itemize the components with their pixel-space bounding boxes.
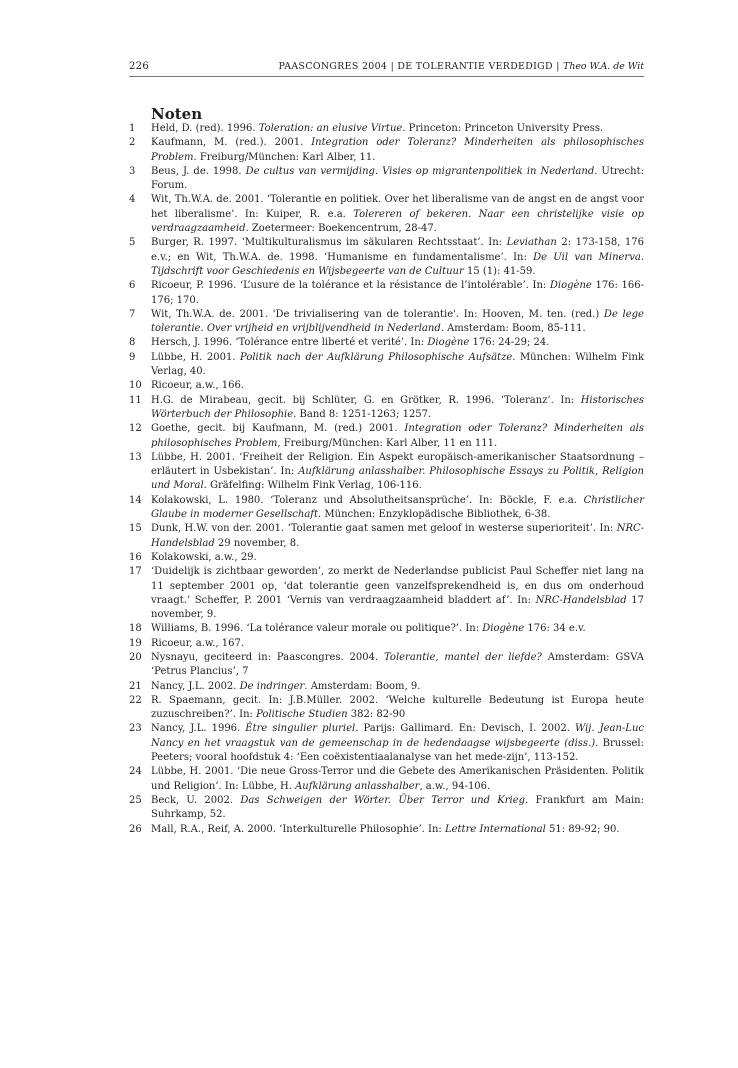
note-number: 6 [129, 280, 136, 292]
note-number: 26 [129, 823, 142, 835]
note-text [151, 765, 644, 794]
note-item [129, 193, 644, 236]
note-text [151, 394, 644, 423]
note-item [129, 351, 644, 380]
note-text-segment: Kaufmann, M. (red.). 2001. [151, 137, 312, 149]
note-text-segment: Lübbe, H. 2001. [151, 351, 241, 363]
note-text-segment: Kolakowski, L. 1980. ‘Toleranz und Absolutheitsansprüche’. In: Böckle, F. e.a. [151, 494, 584, 506]
note-number: 22 [129, 694, 142, 706]
note-text [151, 622, 644, 636]
note-item [129, 794, 644, 823]
note-number: 14 [129, 494, 142, 506]
note-title-italic: Das Schweigen der Wörter. Über Terror und Krieg [240, 794, 526, 806]
note-text-segment: Nysnayu, geciteerd in: Paascongres. 2004. [151, 651, 385, 663]
note-number: 11 [129, 394, 142, 406]
note-text [151, 823, 644, 837]
note-item [129, 379, 644, 393]
note-item [129, 551, 644, 565]
note-text [151, 565, 644, 622]
note-item [129, 765, 644, 794]
note-text-segment: 2: 173-158, 176 e.v.; en Wit, Th.W.A. de. 1998. ‘Humanisme en fundamentalisme’. In: [151, 237, 644, 263]
running-header [129, 60, 644, 77]
note-title-italic: Integration oder Toleranz? Minderheiten als philosophisches Problem [151, 137, 644, 163]
note-item [129, 422, 644, 451]
note-item [129, 165, 644, 194]
note-number: 3 [129, 165, 136, 177]
note-text-segment: . Utrecht: Forum. [151, 165, 644, 192]
note-number: 19 [129, 637, 142, 649]
note-text-segment: Dunk, H.W. von der. 2001. ‘Tolerantie gaat samen met geloof in westerse superioriteit’. In: [151, 523, 617, 535]
note-item [129, 565, 644, 622]
note-text-segment: Wit, Th.W.A. de. 2001. ‘Tolerantie en politiek. Over het liberalisme van de angst en de angst voor het liberalisme’. In: Kuiper, R. e.a. [151, 194, 644, 220]
note-text [151, 522, 644, 551]
note-text-segment: Beus, J. de. 1998. [151, 165, 246, 177]
note-text-segment: . Amsterdam: Boom, 85-111. [440, 323, 586, 335]
note-text [151, 651, 644, 680]
note-text-segment: Goethe, gecit. bij Kaufmann, M. (red.) 2001. [151, 423, 405, 435]
note-text-segment: . München: Wilhelm Fink Verlag, 40. [151, 351, 645, 378]
note-text-segment: . Amsterdam: Boom, 9. [304, 680, 421, 692]
note-item [129, 823, 644, 837]
page-number: 226 [129, 61, 149, 72]
note-text-segment: Nancy, J.L. 1996. [151, 723, 246, 735]
note-number: 21 [129, 680, 142, 692]
note-item [129, 680, 644, 694]
note-text-segment: Nancy, J.L. 2002. [151, 680, 240, 692]
note-title-italic: De lege tolerantie. Over vrijheid en vrijblijvendheid in Nederland [151, 308, 644, 335]
note-number: 7 [129, 308, 136, 320]
note-item [129, 394, 644, 423]
note-item [129, 122, 644, 136]
note-number: 15 [129, 523, 142, 535]
note-text-segment: 51: 89-92; 90. [545, 823, 620, 835]
note-item [129, 136, 644, 165]
note-title-italic: Wij. Jean-Luc Nancy en het vraagstuk van de gemeenschap in de hedendaagse wijsbegeerte (diss.) [151, 723, 644, 749]
note-text-segment: 176: 166-176; 170. [151, 280, 644, 306]
note-item [129, 336, 644, 350]
note-title-italic: Aufklärung anlasshalber. Philosophische Essays zu Politik, Religion und Moral [151, 466, 645, 492]
note-title-italic: Politische Studien [256, 709, 348, 721]
note-text [151, 551, 644, 565]
note-item [129, 722, 644, 765]
note-title-italic: Aufklärung anlasshalber [295, 780, 420, 792]
note-text [151, 794, 644, 823]
note-text-segment: ‘Duidelijk is zichtbaar geworden’, zo merkt de Nederlandse publicist Paul Scheffer niet lang na 11 september 2001 op, ‘dat tolerantie geen vanzelfsprekendheid is, en dus om onderhoud vraagt.’ Scheffer, P. 2001 ‘Vernis van verdraagzaamheid bladdert af’. In: [151, 566, 644, 606]
note-text-segment: Lübbe, H. 2001. ‘Die neue Gross-Terror und die Gebete des Amerikanischen Präsidenten. Politik und Religion’. In: Lübbe, H. [151, 766, 644, 792]
note-text-segment: 15 (1): 41-59. [463, 265, 536, 277]
note-title-italic: Christlicher Glaube in moderner Gesellschaft [151, 494, 644, 521]
note-number: 8 [129, 337, 136, 349]
note-text-segment: R. Spaemann, gecit. In: J.B.Müller. 2002. ‘Welche kulturelle Bedeutung ist Europa heute zuzuschreiben?’. In: [151, 694, 644, 721]
running-title-author: Theo W.A. de Wit [563, 61, 644, 72]
note-item [129, 236, 644, 279]
note-title-italic: De Uil van Minerva. Tijdschrift voor Geschiedenis en Wijsbegeerte van de Cultuur [151, 251, 644, 277]
note-text [151, 680, 644, 694]
note-item [129, 637, 644, 651]
note-text [151, 451, 644, 494]
note-text-segment: 176: 34 e.v. [524, 623, 586, 635]
note-number: 17 [129, 566, 142, 578]
note-number: 4 [129, 194, 136, 206]
note-text-segment: Wit, Th.W.A. de. 2001. 'De trivialisering van de tolerantie'. In: Hooven, M. ten. (red.) [151, 308, 604, 320]
note-text-segment: Beck, U. 2002. [151, 794, 241, 806]
note-text-segment: 382: 82-90 [347, 709, 406, 721]
note-text-segment: . Zoetermeer: Boekencentrum, 28-47. [245, 223, 437, 235]
note-title-italic: Diogène [427, 337, 470, 349]
note-number: 2 [129, 137, 136, 149]
note-text-segment: Lübbe, H. 2001. ‘Freiheit der Religion. Ein Aspekt europäisch-amerikanischer Staatsordnung – erläutert in Usbekistan’. In: [151, 451, 644, 478]
note-text [151, 379, 644, 393]
note-text [151, 279, 644, 308]
note-text-segment: , Freiburg/München: Karl Alber, 11 en 111. [277, 437, 498, 449]
note-text-segment: Hersch, J. 1996. ‘Tolérance entre liberté et verité’. In: [151, 337, 428, 349]
running-title-text: PAASCONGRES 2004 | DE TOLERANTIE VERDEDIGD | [278, 61, 560, 72]
running-title [279, 61, 644, 72]
note-number: 16 [129, 551, 142, 563]
note-text [151, 308, 644, 337]
note-title-italic: Tolereren of bekeren. Naar een christelijke visie op verdraagzaamheid [151, 208, 645, 235]
note-text-segment: Burger, R. 1997. ‘Multikulturalismus im säkularen Rechtsstaat’. In: [151, 237, 507, 249]
note-title-italic: Diogène [482, 623, 525, 635]
note-text-segment: Ricoeur, a.w., 167. [151, 637, 245, 649]
note-text-segment: . Brussel: Peeters; vooral hoofdstuk 4: ‘Een coëxistentiaalanalyse van het mede-zijn’, 113-152. [151, 737, 644, 764]
note-text [151, 122, 644, 136]
note-title-italic: Être singulier pluriel [245, 723, 356, 735]
note-text-segment: . München: Enzyklopädische Bibliothek, 6-38. [318, 509, 551, 521]
note-title-italic: NRC-Handelsblad [535, 594, 627, 606]
note-text [151, 422, 644, 451]
note-text-segment: Ricoeur, a.w., 166. [151, 380, 245, 392]
note-number: 13 [129, 451, 142, 463]
note-item [129, 451, 644, 494]
note-text-segment: Held, D. (red). 1996. [151, 123, 259, 134]
note-text-segment: . Band 8: 1251-1263; 1257. [293, 408, 432, 420]
note-text-segment: Williams, B. 1996. ‘La tolérance valeur morale ou politique?’. In: [151, 623, 483, 635]
notes-heading: Noten [151, 105, 203, 123]
note-title-italic: NRC-Handelsblad [151, 523, 644, 549]
note-number: 9 [129, 351, 136, 363]
note-text-segment: . Princeton: Princeton University Press. [402, 123, 604, 134]
note-number: 1 [129, 123, 136, 134]
note-text [151, 637, 644, 651]
note-text-segment: Ricoeur, P. 1996. ‘L’usure de la tolérance et la résistance de l’intolérable’. In: [151, 280, 550, 292]
note-text-segment: , a.w., 94-106. [419, 780, 491, 792]
note-title-italic: Tolerantie, mantel der liefde? [384, 651, 542, 663]
note-number: 24 [129, 766, 142, 778]
note-title-italic: De cultus van vermijding. Visies op migrantenpolitiek in Nederland [245, 165, 595, 177]
note-number: 23 [129, 723, 142, 735]
note-text-segment: H.G. de Mirabeau, gecit. bij Schlüter, G. en Grötker, R. 1996. ‘Toleranz’. In: [151, 394, 581, 406]
note-title-italic: Diogène [549, 280, 592, 292]
note-text-segment: . Parijs: Gallimard. En: Devisch, I. 2002. [355, 723, 575, 735]
note-text-segment: . Frankfurt am Main: Suhrkamp, 52. [151, 794, 644, 821]
note-number: 5 [129, 237, 136, 249]
note-text-segment: 176: 24-29; 24. [469, 337, 550, 349]
note-item [129, 308, 644, 337]
note-text [151, 336, 644, 350]
note-number: 20 [129, 651, 142, 663]
note-text [151, 236, 644, 279]
note-title-italic: Historisches Wörterbuch der Philosophie [151, 394, 644, 420]
note-item [129, 494, 644, 523]
note-text-segment: Mall, R.A., Reif, A. 2000. ‘Interkulturelle Philosophie’. In: [151, 823, 445, 835]
note-number: 12 [129, 423, 142, 435]
note-item [129, 279, 644, 308]
note-item [129, 622, 644, 636]
note-item [129, 651, 644, 680]
note-text [151, 494, 644, 523]
note-title-italic: Politik nach der Aufklärung Philosophische Aufsätze [240, 351, 513, 363]
note-text-segment: . Gräfelfing: Wilhelm Fink Verlag, 106-116. [203, 480, 422, 492]
note-text [151, 165, 644, 194]
note-text [151, 136, 644, 165]
note-text [151, 722, 644, 765]
note-item [129, 522, 644, 551]
notes-list [129, 122, 644, 837]
note-text-segment: 29 november, 8. [214, 537, 300, 549]
note-title-italic: De indringer [239, 680, 305, 692]
note-text [151, 351, 644, 380]
note-title-italic: Lettre International [444, 823, 546, 835]
note-number: 18 [129, 623, 142, 635]
note-text-segment: . Freiburg/München: Karl Alber, 11. [193, 151, 376, 163]
note-text [151, 193, 644, 236]
note-text [151, 694, 644, 723]
note-text-segment: 17 november, 9. [151, 594, 644, 621]
note-title-italic: Toleration: an elusive Virtue [258, 123, 403, 134]
note-text-segment: Kolakowski, a.w., 29. [151, 551, 257, 563]
note-number: 25 [129, 794, 142, 806]
note-title-italic: Leviathan [506, 237, 557, 249]
note-title-italic: Integration oder Toleranz? Minderheiten als philosophisches Problem [151, 423, 644, 449]
note-text-segment: Amsterdam: GSVA ‘Petrus Plancius’, 7 [151, 651, 644, 678]
note-number: 10 [129, 380, 142, 392]
note-item [129, 694, 644, 723]
